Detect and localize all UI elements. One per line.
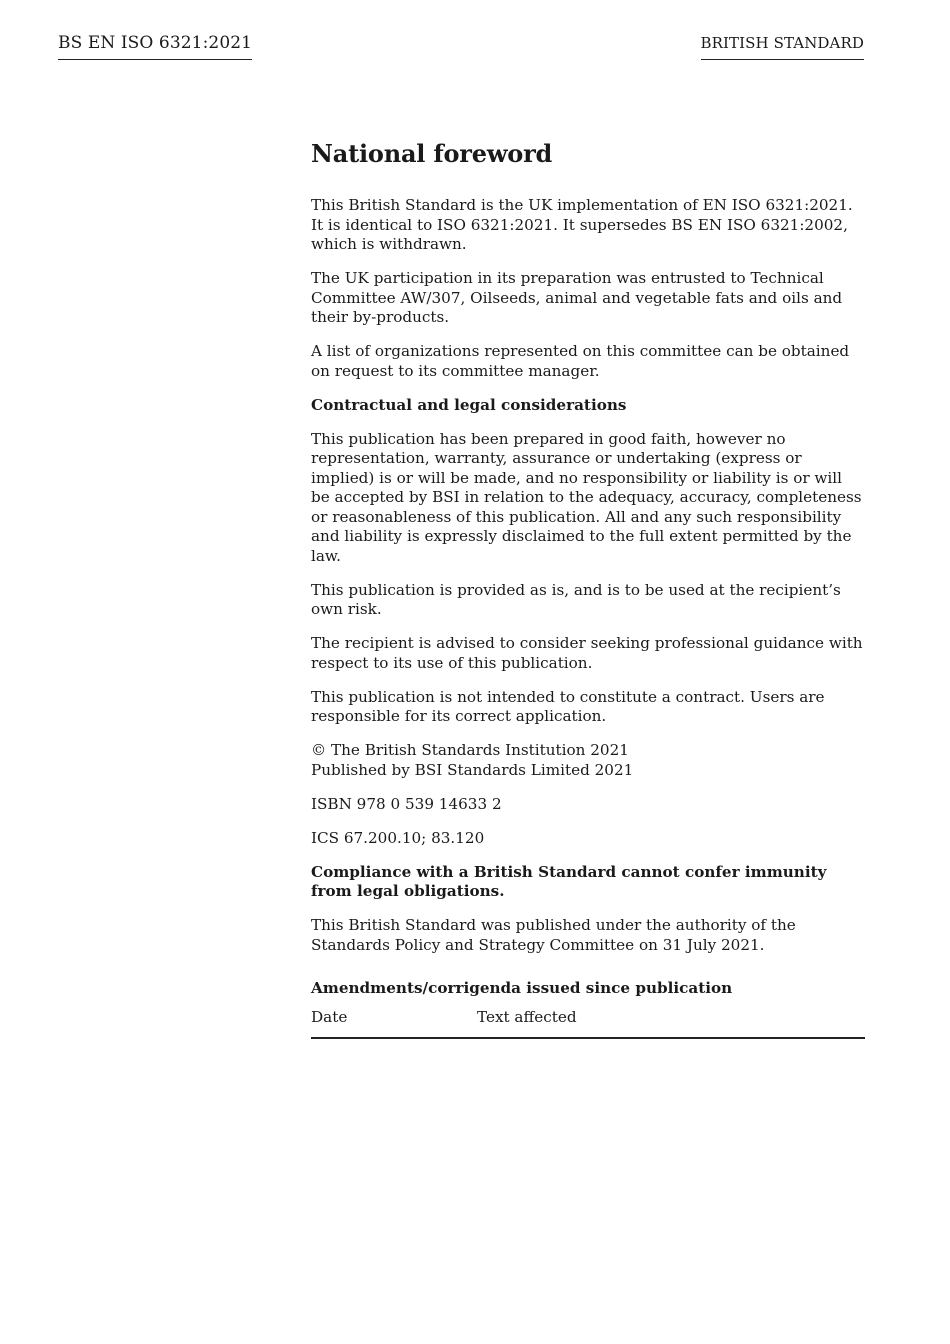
document-id: BS EN ISO 6321:2021 xyxy=(58,32,252,60)
contractual-paragraph-1: This publication has been prepared in good faith, however no representation, warranty, assurance or undertaking (express or implied) is or will be made, and no responsibility or liability is or will be accepted by BSI in relation to the adequacy, accuracy, completeness or reasonableness of this publication. All and any such responsibility and liability is expressly disclaimed to the full extent permitted by the law. xyxy=(311,429,862,565)
ics: ICS 67.200.10; 83.120 xyxy=(311,828,485,847)
page-title: National foreword xyxy=(311,139,553,168)
intro-paragraph-2: The UK participation in its preparation was entrusted to Technical Committee AW/307, Oilseeds, animal and vegetable fats and oils and their by-products. xyxy=(311,269,843,326)
authority-statement: This British Standard was published under the authority of the Standards Policy and Strategy Committee on 31 July 2021. xyxy=(311,916,796,954)
amendments-title: Amendments/corrigenda issued since publication xyxy=(311,979,733,997)
amendments-table xyxy=(311,1008,865,1040)
copyright-block xyxy=(311,741,865,780)
standard-label: BRITISH STANDARD xyxy=(701,32,865,60)
contractual-heading: Contractual and legal considerations xyxy=(311,395,627,414)
foreword-content xyxy=(311,138,865,1039)
amendments-date-header: Date xyxy=(311,1007,348,1026)
intro-paragraph-3: A list of organizations represented on this committee can be obtained on request to its committee manager. xyxy=(311,342,850,380)
published-line: Published by BSI Standards Limited 2021 xyxy=(311,760,634,779)
copyright-line: © The British Standards Institution 2021 xyxy=(311,741,629,759)
contractual-paragraph-3: The recipient is advised to consider seeking professional guidance with respect to its use of this publication. xyxy=(311,634,863,672)
compliance-statement: Compliance with a British Standard cannot confer immunity from legal obligations. xyxy=(311,862,827,900)
contractual-paragraph-4: This publication is not intended to constitute a contract. Users are responsible for its correct application. xyxy=(311,687,825,725)
contractual-paragraph-2: This publication is provided as is, and is to be used at the recipient’s own risk. xyxy=(311,580,841,618)
amendments-text-header: Text affected xyxy=(477,1007,577,1026)
isbn: ISBN 978 0 539 14633 2 xyxy=(311,794,502,813)
intro-paragraph-1: This British Standard is the UK implementation of EN ISO 6321:2021. It is identical to ISO 6321:2021. It supersedes BS EN ISO 6321:2002, which is withdrawn. xyxy=(311,196,853,253)
